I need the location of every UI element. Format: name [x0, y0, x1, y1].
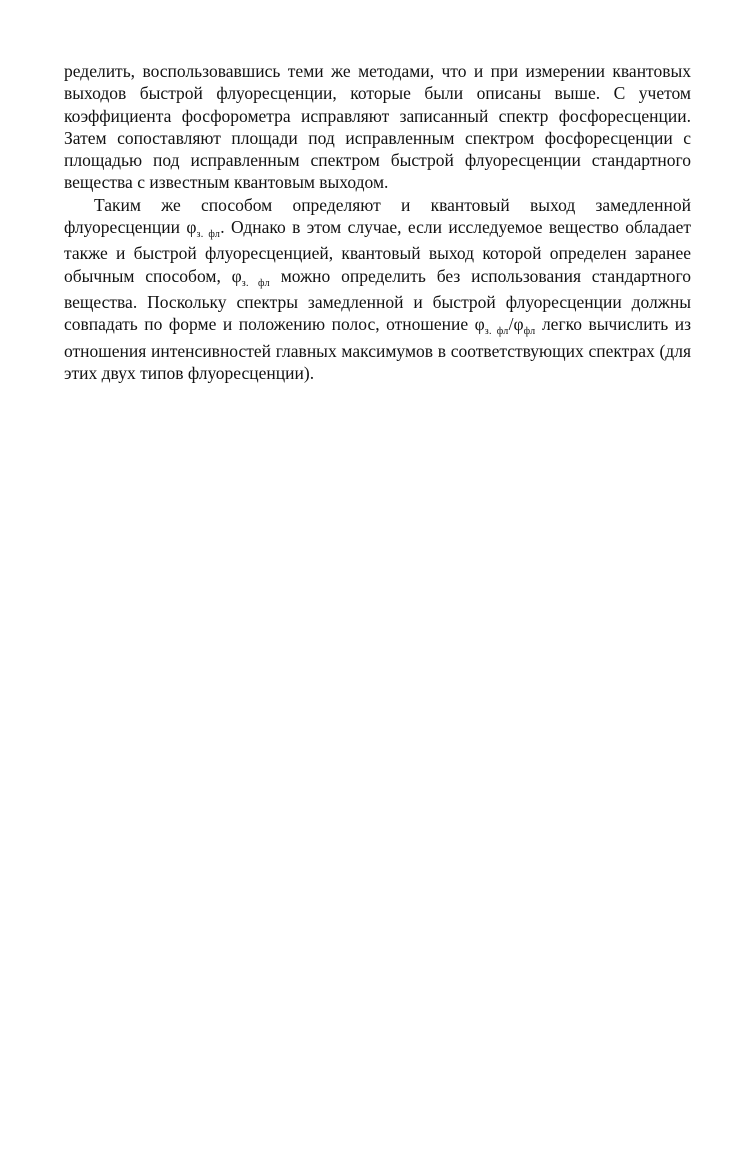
- phi-subscript: фл: [523, 326, 536, 338]
- paragraph-text-segment: легко вычислить из отношения интенсивностей главных максимумов в соответствующих спектрах (для этих двух типов флуоресценции).: [64, 314, 691, 383]
- phi-symbol: φ: [186, 217, 197, 238]
- paragraph-continuation: ределить, воспользовавшись теми же методами, что и при измерении квантовых выходов быстрой флуоресценции, которые были описаны выше. С учетом коэффициента фосфорометра исправляют записанный спектр фосфоресценции. Затем сопоставляют площади под исправленным спектром фосфоресценции с площадью под исправленным спектром быстрой флуоресценции стандартного вещества с известным квантовым выходом.: [64, 61, 691, 193]
- phi-symbol: φ: [474, 314, 485, 335]
- ratio-slash: /: [508, 314, 514, 335]
- phi-symbol: φ: [231, 265, 242, 286]
- phi-subscript: з. фл: [196, 229, 221, 241]
- page-text: [64, 60, 691, 384]
- paragraph-delayed-fluorescence: [64, 194, 691, 384]
- paragraph-text-segment: . Однако в этом случае, если исследуемое вещество обладает также и быстрой флуоресценцией, квантовый выход которой определен заранее обычным способом,: [64, 217, 692, 286]
- phi-subscript: з. фл: [241, 277, 270, 289]
- paragraph-text-segment: можно определить без использования стандартного вещества. Поскольку спектры замедленной и быстрой флуоресценции должны совпадать по форме и положению полос, отношение: [64, 265, 692, 335]
- paragraph-text-segment: Таким же способом определяют и квантовый выход замедленной флуоресценции: [64, 194, 691, 238]
- phi-symbol: φ: [513, 314, 524, 335]
- phi-subscript: з. фл: [484, 326, 509, 338]
